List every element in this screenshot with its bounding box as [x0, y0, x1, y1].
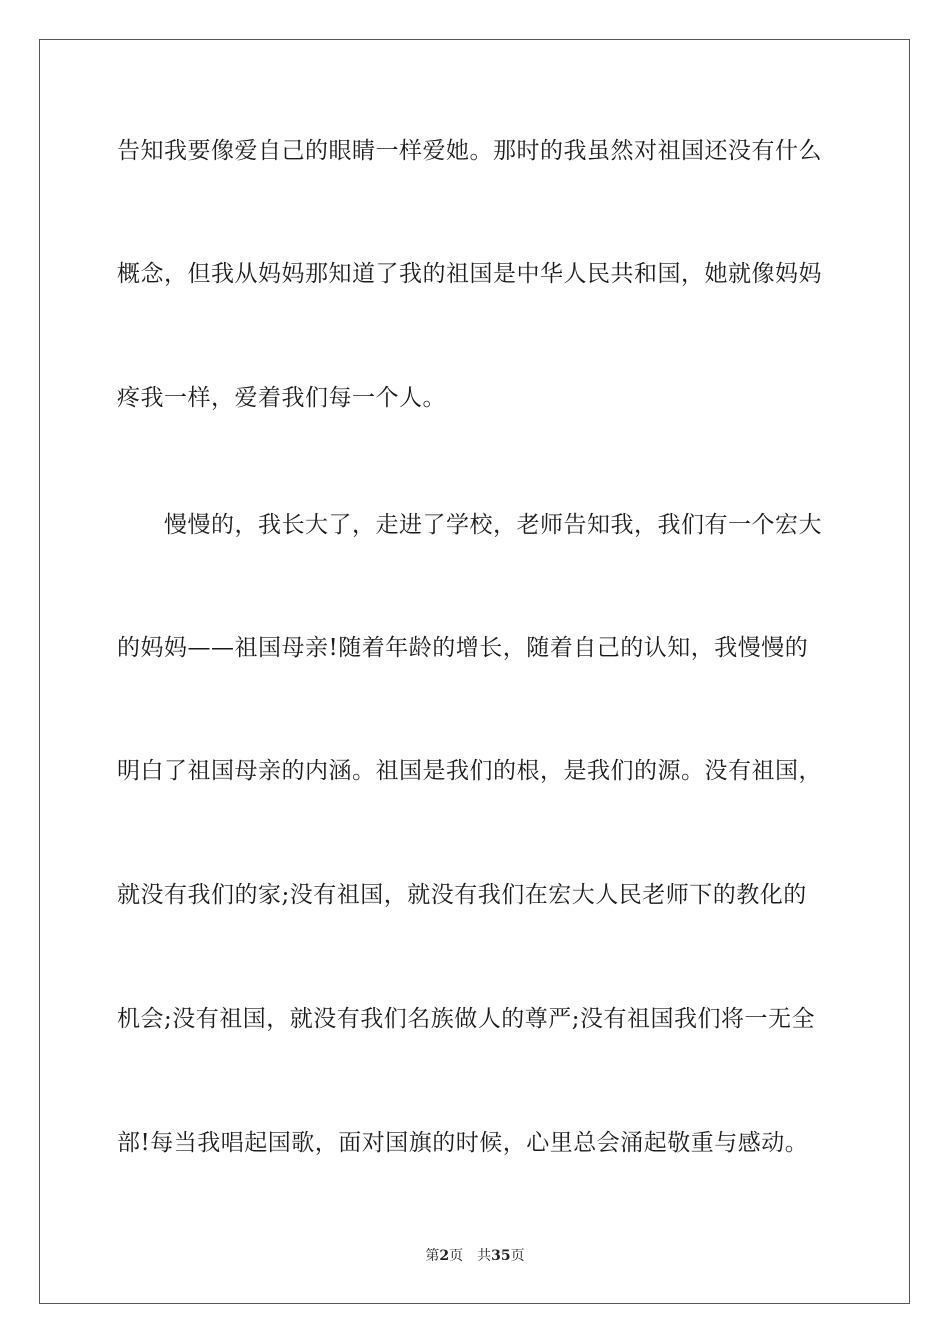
total-pages: 35 [491, 1248, 511, 1264]
text-line: 明白了祖国母亲的内涵。祖国是我们的根，是我们的源。没有祖国， [117, 758, 822, 784]
text-line: 告知我要像爱自己的眼睛一样爱她。那时的我虽然对祖国还没有什么 [117, 138, 822, 164]
page-border [39, 39, 910, 1304]
page-suffix: 页 [449, 1248, 464, 1264]
text-line: 的妈妈——祖国母亲!随着年龄的增长，随着自己的认知，我慢慢的 [117, 635, 809, 661]
text-line: 概念，但我从妈妈那知道了我的祖国是中华人民共和国，她就像妈妈 [117, 261, 822, 287]
paragraph-start-line: 慢慢的，我长大了，走进了学校，老师告知我，我们有一个宏大 [117, 512, 822, 538]
text-line: 疼我一样，爱着我们每一个人。 [117, 385, 446, 411]
text-line: 部!每当我唱起国歌，面对国旗的时候，心里总会涌起敬重与感动。 [117, 1130, 809, 1156]
text-line: 机会;没有祖国，就没有我们名族做人的尊严;没有祖国我们将一无全 [117, 1006, 815, 1032]
text-line: 就没有我们的家;没有祖国，就没有我们在宏大人民老师下的教化的 [117, 882, 807, 908]
total-prefix: 共 [477, 1248, 492, 1264]
total-suffix: 页 [510, 1248, 525, 1264]
page-prefix: 第 [425, 1248, 440, 1264]
page-footer [0, 1246, 950, 1266]
page-number: 2 [439, 1248, 450, 1264]
